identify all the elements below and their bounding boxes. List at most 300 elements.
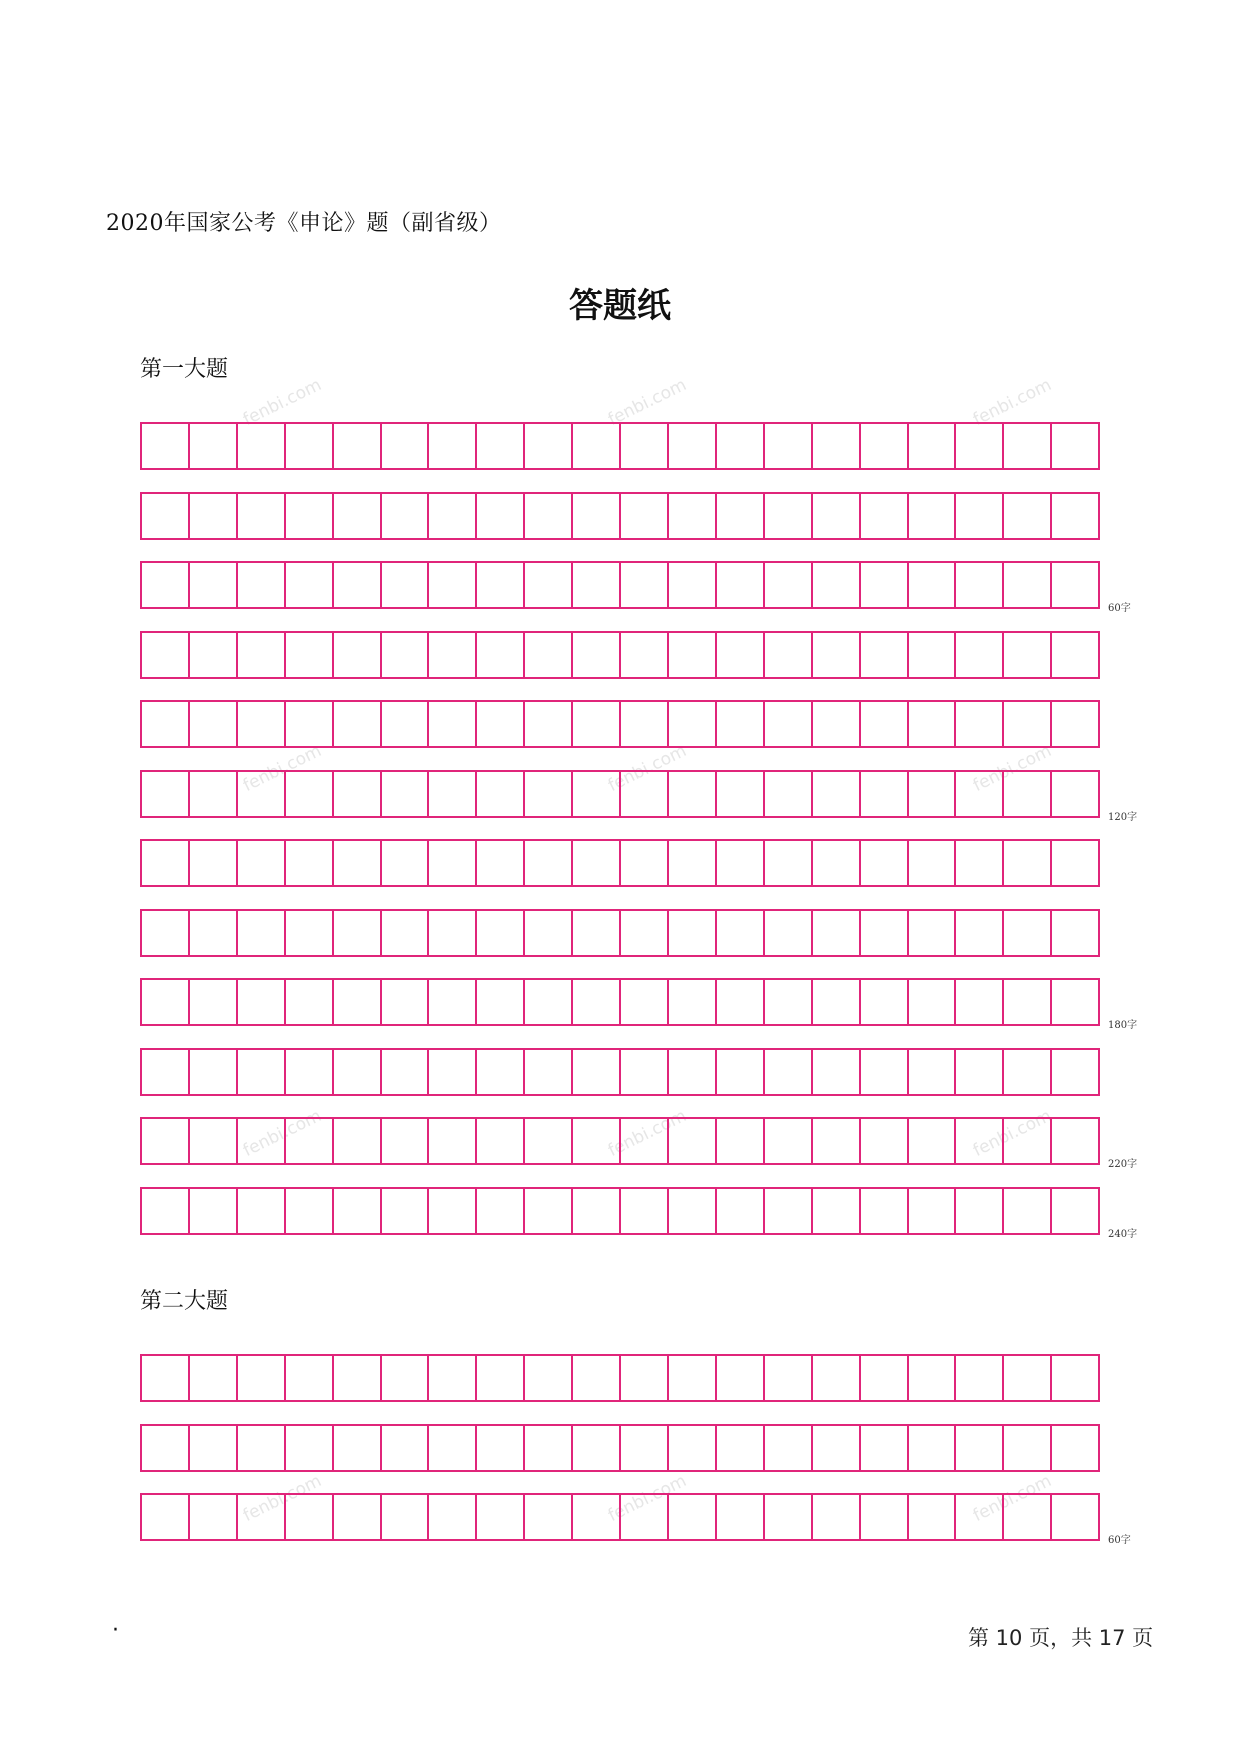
- grid-cell[interactable]: [861, 1356, 909, 1400]
- grid-cell[interactable]: [477, 911, 525, 955]
- grid-cell[interactable]: [429, 702, 477, 746]
- grid-cell[interactable]: [238, 911, 286, 955]
- grid-cell[interactable]: [765, 1495, 813, 1539]
- grid-cell[interactable]: [1052, 911, 1100, 955]
- grid-cell[interactable]: [382, 494, 430, 538]
- grid-cell[interactable]: [573, 494, 621, 538]
- grid-cell[interactable]: [525, 563, 573, 607]
- grid-cell[interactable]: [142, 1050, 190, 1094]
- grid-cell[interactable]: [669, 563, 717, 607]
- grid-cell[interactable]: [1004, 1119, 1052, 1163]
- grid-cell[interactable]: [238, 563, 286, 607]
- grid-cell[interactable]: [429, 980, 477, 1024]
- grid-cell[interactable]: [382, 633, 430, 677]
- grid-cell[interactable]: [286, 563, 334, 607]
- grid-cell[interactable]: [813, 772, 861, 816]
- grid-cell[interactable]: [956, 1189, 1004, 1233]
- grid-cell[interactable]: [909, 911, 957, 955]
- grid-cell[interactable]: [238, 494, 286, 538]
- grid-cell[interactable]: [190, 563, 238, 607]
- grid-cell[interactable]: [669, 1119, 717, 1163]
- grid-cell[interactable]: [1052, 1189, 1100, 1233]
- grid-cell[interactable]: [717, 911, 765, 955]
- grid-cell[interactable]: [813, 1426, 861, 1470]
- grid-cell[interactable]: [956, 633, 1004, 677]
- grid-cell[interactable]: [717, 1050, 765, 1094]
- grid-cell[interactable]: [765, 702, 813, 746]
- grid-cell[interactable]: [525, 1050, 573, 1094]
- grid-cell[interactable]: [669, 1189, 717, 1233]
- grid-cell[interactable]: [477, 772, 525, 816]
- grid-cell[interactable]: [238, 1356, 286, 1400]
- grid-cell[interactable]: [956, 772, 1004, 816]
- grid-cell[interactable]: [1052, 702, 1100, 746]
- grid-cell[interactable]: [669, 494, 717, 538]
- grid-cell[interactable]: [956, 1050, 1004, 1094]
- grid-cell[interactable]: [334, 424, 382, 468]
- grid-cell[interactable]: [1052, 1426, 1100, 1470]
- grid-cell[interactable]: [909, 494, 957, 538]
- grid-cell[interactable]: [382, 563, 430, 607]
- grid-cell[interactable]: [765, 424, 813, 468]
- grid-cell[interactable]: [765, 494, 813, 538]
- grid-cell[interactable]: [813, 1356, 861, 1400]
- grid-cell[interactable]: [286, 494, 334, 538]
- grid-cell[interactable]: [573, 772, 621, 816]
- grid-cell[interactable]: [142, 1356, 190, 1400]
- grid-cell[interactable]: [429, 1050, 477, 1094]
- grid-cell[interactable]: [525, 911, 573, 955]
- grid-cell[interactable]: [382, 1495, 430, 1539]
- grid-cell[interactable]: [813, 702, 861, 746]
- grid-cell[interactable]: [956, 563, 1004, 607]
- grid-cell[interactable]: [956, 911, 1004, 955]
- grid-cell[interactable]: [286, 702, 334, 746]
- grid-cell[interactable]: [573, 980, 621, 1024]
- grid-cell[interactable]: [190, 1050, 238, 1094]
- grid-cell[interactable]: [1004, 980, 1052, 1024]
- grid-cell[interactable]: [861, 424, 909, 468]
- grid-cell[interactable]: [765, 633, 813, 677]
- grid-cell[interactable]: [909, 633, 957, 677]
- grid-cell[interactable]: [525, 633, 573, 677]
- grid-cell[interactable]: [477, 494, 525, 538]
- grid-cell[interactable]: [429, 1119, 477, 1163]
- grid-cell[interactable]: [334, 980, 382, 1024]
- grid-cell[interactable]: [477, 633, 525, 677]
- grid-cell[interactable]: [861, 980, 909, 1024]
- grid-cell[interactable]: [190, 494, 238, 538]
- grid-cell[interactable]: [142, 1426, 190, 1470]
- grid-cell[interactable]: [621, 563, 669, 607]
- grid-cell[interactable]: [621, 1426, 669, 1470]
- grid-cell[interactable]: [238, 1189, 286, 1233]
- grid-cell[interactable]: [813, 911, 861, 955]
- grid-cell[interactable]: [1004, 424, 1052, 468]
- grid-cell[interactable]: [909, 1495, 957, 1539]
- grid-cell[interactable]: [573, 1356, 621, 1400]
- grid-cell[interactable]: [525, 1119, 573, 1163]
- grid-cell[interactable]: [813, 494, 861, 538]
- grid-cell[interactable]: [477, 1119, 525, 1163]
- grid-cell[interactable]: [190, 841, 238, 885]
- grid-cell[interactable]: [286, 911, 334, 955]
- grid-cell[interactable]: [525, 702, 573, 746]
- grid-cell[interactable]: [429, 563, 477, 607]
- grid-cell[interactable]: [1052, 633, 1100, 677]
- grid-cell[interactable]: [334, 1426, 382, 1470]
- grid-cell[interactable]: [813, 1495, 861, 1539]
- grid-cell[interactable]: [190, 772, 238, 816]
- grid-cell[interactable]: [382, 1119, 430, 1163]
- grid-cell[interactable]: [956, 980, 1004, 1024]
- grid-cell[interactable]: [765, 1426, 813, 1470]
- grid-cell[interactable]: [190, 1426, 238, 1470]
- grid-cell[interactable]: [669, 1356, 717, 1400]
- grid-cell[interactable]: [238, 702, 286, 746]
- grid-cell[interactable]: [717, 841, 765, 885]
- grid-cell[interactable]: [334, 1495, 382, 1539]
- grid-cell[interactable]: [429, 424, 477, 468]
- grid-cell[interactable]: [477, 1495, 525, 1539]
- grid-cell[interactable]: [909, 1426, 957, 1470]
- grid-cell[interactable]: [573, 702, 621, 746]
- grid-cell[interactable]: [286, 1119, 334, 1163]
- grid-cell[interactable]: [334, 1050, 382, 1094]
- grid-cell[interactable]: [525, 772, 573, 816]
- grid-cell[interactable]: [429, 494, 477, 538]
- grid-cell[interactable]: [286, 772, 334, 816]
- grid-cell[interactable]: [717, 772, 765, 816]
- grid-cell[interactable]: [621, 1119, 669, 1163]
- grid-cell[interactable]: [861, 1495, 909, 1539]
- grid-cell[interactable]: [238, 633, 286, 677]
- grid-cell[interactable]: [573, 1050, 621, 1094]
- grid-cell[interactable]: [909, 702, 957, 746]
- grid-cell[interactable]: [765, 1050, 813, 1094]
- grid-cell[interactable]: [142, 841, 190, 885]
- grid-cell[interactable]: [1052, 1356, 1100, 1400]
- grid-cell[interactable]: [334, 563, 382, 607]
- grid-cell[interactable]: [334, 772, 382, 816]
- grid-cell[interactable]: [765, 911, 813, 955]
- grid-cell[interactable]: [909, 1189, 957, 1233]
- grid-cell[interactable]: [669, 841, 717, 885]
- grid-cell[interactable]: [956, 1495, 1004, 1539]
- grid-cell[interactable]: [334, 494, 382, 538]
- grid-cell[interactable]: [1052, 772, 1100, 816]
- grid-cell[interactable]: [573, 633, 621, 677]
- grid-cell[interactable]: [621, 772, 669, 816]
- grid-cell[interactable]: [382, 702, 430, 746]
- grid-cell[interactable]: [382, 424, 430, 468]
- grid-cell[interactable]: [813, 841, 861, 885]
- grid-cell[interactable]: [573, 841, 621, 885]
- grid-cell[interactable]: [717, 702, 765, 746]
- grid-cell[interactable]: [813, 980, 861, 1024]
- grid-cell[interactable]: [909, 563, 957, 607]
- grid-cell[interactable]: [621, 1356, 669, 1400]
- grid-cell[interactable]: [621, 424, 669, 468]
- grid-cell[interactable]: [765, 841, 813, 885]
- grid-cell[interactable]: [956, 1356, 1004, 1400]
- grid-cell[interactable]: [190, 1356, 238, 1400]
- grid-cell[interactable]: [525, 841, 573, 885]
- grid-cell[interactable]: [621, 980, 669, 1024]
- grid-cell[interactable]: [429, 1356, 477, 1400]
- grid-cell[interactable]: [142, 563, 190, 607]
- grid-cell[interactable]: [1004, 1495, 1052, 1539]
- grid-cell[interactable]: [909, 424, 957, 468]
- grid-cell[interactable]: [429, 841, 477, 885]
- grid-cell[interactable]: [525, 424, 573, 468]
- grid-cell[interactable]: [621, 633, 669, 677]
- grid-cell[interactable]: [429, 772, 477, 816]
- grid-cell[interactable]: [717, 1119, 765, 1163]
- grid-cell[interactable]: [190, 702, 238, 746]
- grid-cell[interactable]: [286, 1426, 334, 1470]
- grid-cell[interactable]: [573, 1119, 621, 1163]
- grid-cell[interactable]: [334, 911, 382, 955]
- grid-cell[interactable]: [1004, 563, 1052, 607]
- grid-cell[interactable]: [669, 911, 717, 955]
- grid-cell[interactable]: [334, 1189, 382, 1233]
- grid-cell[interactable]: [573, 563, 621, 607]
- grid-cell[interactable]: [573, 424, 621, 468]
- grid-cell[interactable]: [1004, 1356, 1052, 1400]
- grid-cell[interactable]: [765, 563, 813, 607]
- grid-cell[interactable]: [525, 494, 573, 538]
- grid-cell[interactable]: [861, 911, 909, 955]
- grid-cell[interactable]: [1004, 702, 1052, 746]
- grid-cell[interactable]: [1004, 1189, 1052, 1233]
- grid-cell[interactable]: [1052, 494, 1100, 538]
- grid-cell[interactable]: [717, 1426, 765, 1470]
- grid-cell[interactable]: [956, 494, 1004, 538]
- grid-cell[interactable]: [382, 1050, 430, 1094]
- grid-cell[interactable]: [956, 1119, 1004, 1163]
- grid-cell[interactable]: [429, 1495, 477, 1539]
- grid-cell[interactable]: [1004, 772, 1052, 816]
- grid-cell[interactable]: [190, 911, 238, 955]
- grid-cell[interactable]: [621, 1495, 669, 1539]
- grid-cell[interactable]: [717, 633, 765, 677]
- grid-cell[interactable]: [1004, 1050, 1052, 1094]
- grid-cell[interactable]: [238, 1426, 286, 1470]
- grid-cell[interactable]: [669, 702, 717, 746]
- grid-cell[interactable]: [621, 841, 669, 885]
- grid-cell[interactable]: [238, 772, 286, 816]
- grid-cell[interactable]: [573, 1426, 621, 1470]
- grid-cell[interactable]: [717, 1495, 765, 1539]
- grid-cell[interactable]: [142, 980, 190, 1024]
- grid-cell[interactable]: [286, 1189, 334, 1233]
- grid-cell[interactable]: [334, 841, 382, 885]
- grid-cell[interactable]: [1004, 911, 1052, 955]
- grid-cell[interactable]: [429, 633, 477, 677]
- grid-cell[interactable]: [190, 424, 238, 468]
- grid-cell[interactable]: [765, 1119, 813, 1163]
- grid-cell[interactable]: [717, 563, 765, 607]
- grid-cell[interactable]: [142, 1189, 190, 1233]
- grid-cell[interactable]: [142, 1119, 190, 1163]
- grid-cell[interactable]: [621, 702, 669, 746]
- grid-cell[interactable]: [717, 494, 765, 538]
- grid-cell[interactable]: [238, 841, 286, 885]
- grid-cell[interactable]: [813, 1189, 861, 1233]
- grid-cell[interactable]: [861, 1189, 909, 1233]
- grid-cell[interactable]: [1052, 1119, 1100, 1163]
- grid-cell[interactable]: [909, 1119, 957, 1163]
- grid-cell[interactable]: [477, 1356, 525, 1400]
- grid-cell[interactable]: [861, 841, 909, 885]
- grid-cell[interactable]: [238, 1495, 286, 1539]
- grid-cell[interactable]: [1004, 633, 1052, 677]
- grid-cell[interactable]: [334, 633, 382, 677]
- grid-cell[interactable]: [190, 1189, 238, 1233]
- grid-cell[interactable]: [909, 980, 957, 1024]
- grid-cell[interactable]: [286, 1050, 334, 1094]
- grid-cell[interactable]: [142, 633, 190, 677]
- grid-cell[interactable]: [382, 772, 430, 816]
- grid-cell[interactable]: [334, 1356, 382, 1400]
- grid-cell[interactable]: [286, 841, 334, 885]
- grid-cell[interactable]: [286, 1356, 334, 1400]
- grid-cell[interactable]: [1004, 841, 1052, 885]
- grid-cell[interactable]: [669, 772, 717, 816]
- grid-cell[interactable]: [717, 980, 765, 1024]
- grid-cell[interactable]: [334, 702, 382, 746]
- grid-cell[interactable]: [1052, 424, 1100, 468]
- grid-cell[interactable]: [956, 841, 1004, 885]
- grid-cell[interactable]: [573, 1495, 621, 1539]
- grid-cell[interactable]: [190, 633, 238, 677]
- grid-cell[interactable]: [477, 841, 525, 885]
- grid-cell[interactable]: [909, 1050, 957, 1094]
- grid-cell[interactable]: [813, 1119, 861, 1163]
- grid-cell[interactable]: [956, 424, 1004, 468]
- grid-cell[interactable]: [621, 494, 669, 538]
- grid-cell[interactable]: [382, 1426, 430, 1470]
- grid-cell[interactable]: [861, 633, 909, 677]
- grid-cell[interactable]: [382, 1189, 430, 1233]
- grid-cell[interactable]: [813, 633, 861, 677]
- grid-cell[interactable]: [525, 1356, 573, 1400]
- grid-cell[interactable]: [909, 1356, 957, 1400]
- grid-cell[interactable]: [717, 1356, 765, 1400]
- grid-cell[interactable]: [334, 1119, 382, 1163]
- grid-cell[interactable]: [861, 1426, 909, 1470]
- grid-cell[interactable]: [477, 563, 525, 607]
- grid-cell[interactable]: [669, 1495, 717, 1539]
- grid-cell[interactable]: [477, 980, 525, 1024]
- grid-cell[interactable]: [429, 1189, 477, 1233]
- grid-cell[interactable]: [190, 1495, 238, 1539]
- grid-cell[interactable]: [525, 1189, 573, 1233]
- grid-cell[interactable]: [382, 1356, 430, 1400]
- grid-cell[interactable]: [286, 980, 334, 1024]
- grid-cell[interactable]: [621, 911, 669, 955]
- grid-cell[interactable]: [142, 911, 190, 955]
- grid-cell[interactable]: [525, 1495, 573, 1539]
- grid-cell[interactable]: [765, 980, 813, 1024]
- grid-cell[interactable]: [765, 772, 813, 816]
- grid-cell[interactable]: [621, 1189, 669, 1233]
- grid-cell[interactable]: [1052, 1495, 1100, 1539]
- grid-cell[interactable]: [477, 1050, 525, 1094]
- grid-cell[interactable]: [382, 911, 430, 955]
- grid-cell[interactable]: [286, 424, 334, 468]
- grid-cell[interactable]: [238, 424, 286, 468]
- grid-cell[interactable]: [669, 980, 717, 1024]
- grid-cell[interactable]: [238, 980, 286, 1024]
- grid-cell[interactable]: [477, 1426, 525, 1470]
- grid-cell[interactable]: [621, 1050, 669, 1094]
- grid-cell[interactable]: [1052, 563, 1100, 607]
- grid-cell[interactable]: [909, 841, 957, 885]
- grid-cell[interactable]: [1004, 494, 1052, 538]
- grid-cell[interactable]: [765, 1189, 813, 1233]
- grid-cell[interactable]: [861, 1119, 909, 1163]
- grid-cell[interactable]: [861, 1050, 909, 1094]
- grid-cell[interactable]: [429, 1426, 477, 1470]
- grid-cell[interactable]: [477, 1189, 525, 1233]
- grid-cell[interactable]: [669, 1426, 717, 1470]
- grid-cell[interactable]: [142, 702, 190, 746]
- grid-cell[interactable]: [717, 424, 765, 468]
- grid-cell[interactable]: [717, 1189, 765, 1233]
- grid-cell[interactable]: [525, 980, 573, 1024]
- grid-cell[interactable]: [956, 702, 1004, 746]
- grid-cell[interactable]: [238, 1119, 286, 1163]
- grid-cell[interactable]: [956, 1426, 1004, 1470]
- grid-cell[interactable]: [1052, 980, 1100, 1024]
- grid-cell[interactable]: [861, 494, 909, 538]
- grid-cell[interactable]: [573, 1189, 621, 1233]
- grid-cell[interactable]: [142, 494, 190, 538]
- grid-cell[interactable]: [142, 1495, 190, 1539]
- grid-cell[interactable]: [1052, 1050, 1100, 1094]
- grid-cell[interactable]: [765, 1356, 813, 1400]
- grid-cell[interactable]: [142, 424, 190, 468]
- grid-cell[interactable]: [525, 1426, 573, 1470]
- grid-cell[interactable]: [861, 702, 909, 746]
- grid-cell[interactable]: [573, 911, 621, 955]
- grid-cell[interactable]: [861, 772, 909, 816]
- grid-cell[interactable]: [669, 1050, 717, 1094]
- grid-cell[interactable]: [142, 772, 190, 816]
- grid-cell[interactable]: [813, 563, 861, 607]
- grid-cell[interactable]: [286, 633, 334, 677]
- grid-cell[interactable]: [286, 1495, 334, 1539]
- grid-cell[interactable]: [190, 980, 238, 1024]
- grid-cell[interactable]: [909, 772, 957, 816]
- grid-cell[interactable]: [238, 1050, 286, 1094]
- grid-cell[interactable]: [669, 633, 717, 677]
- grid-cell[interactable]: [1052, 841, 1100, 885]
- grid-cell[interactable]: [477, 424, 525, 468]
- grid-cell[interactable]: [429, 911, 477, 955]
- grid-cell[interactable]: [813, 424, 861, 468]
- grid-cell[interactable]: [382, 841, 430, 885]
- grid-cell[interactable]: [382, 980, 430, 1024]
- grid-cell[interactable]: [1004, 1426, 1052, 1470]
- grid-cell[interactable]: [861, 563, 909, 607]
- grid-cell[interactable]: [813, 1050, 861, 1094]
- grid-cell[interactable]: [190, 1119, 238, 1163]
- grid-cell[interactable]: [669, 424, 717, 468]
- grid-cell[interactable]: [477, 702, 525, 746]
